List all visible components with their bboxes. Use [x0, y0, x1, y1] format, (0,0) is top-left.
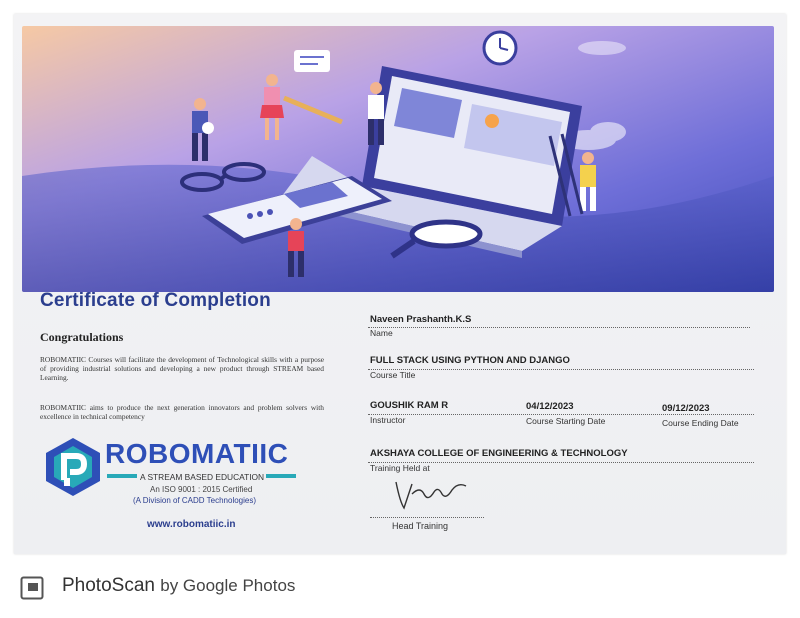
brand-tagline: A STREAM BASED EDUCATION: [140, 472, 265, 482]
instructor-label: Instructor: [370, 415, 406, 425]
greeting: Congratulations: [40, 330, 124, 344]
tagline-right-bar: [266, 474, 296, 478]
footer-branding: [62, 575, 295, 597]
footer-app-name: PhotoScan: [62, 575, 155, 596]
signature-label: Head Training: [392, 521, 449, 531]
brand-division: (A Division of CADD Technologies): [133, 496, 257, 505]
recipient-line: [368, 327, 750, 328]
course-line: [368, 369, 754, 370]
start-date-label: Course Starting Date: [526, 416, 606, 426]
training-venue: AKSHAYA COLLEGE OF ENGINEERING & TECHNOLOGY: [370, 448, 628, 459]
course-label: Course Title: [370, 370, 416, 380]
robomatiic-logo-icon: [42, 436, 104, 498]
end-date: 09/12/2023: [662, 403, 710, 414]
brand-website[interactable]: www.robomatiic.in: [147, 519, 236, 530]
end-date-label: Course Ending Date: [662, 418, 739, 428]
description-paragraph: ROBOMATIIC Courses will facilitate the development of Technological skills with a purpose of providing industrial solutions and developing a new product through STREAM based Learning.: [40, 355, 324, 382]
hero-illustration: [22, 26, 774, 292]
recipient-label: Name: [370, 328, 393, 338]
signature-line: [370, 517, 484, 518]
recipient-name: Naveen Prashanth.K.S: [370, 314, 472, 325]
start-date: 04/12/2023: [526, 401, 574, 412]
brand-name: ROBOMATIIC: [105, 438, 289, 469]
instructor-name: GOUSHIK RAM R: [370, 400, 449, 411]
cloud-icon: [578, 41, 626, 55]
iso-certification: An ISO 9001 : 2015 Certified: [150, 485, 253, 494]
photoscan-icon: [20, 576, 44, 600]
venue-label: Training Held at: [370, 463, 430, 473]
course-title: FULL STACK USING PYTHON AND DJANGO: [370, 355, 570, 366]
clock-icon: [484, 32, 516, 64]
footer-by: by Google Photos: [160, 576, 296, 595]
tagline-left-bar: [107, 474, 137, 478]
chat-bubble-icon: [294, 50, 330, 72]
signature-image: [390, 472, 470, 516]
certificate-title: Certificate of Completion: [40, 290, 271, 311]
mission-paragraph: ROBOMATIIC aims to produce the next generation innovators and problem solvers with excellence in technical competency: [40, 403, 324, 421]
instructor-line: [368, 414, 754, 415]
